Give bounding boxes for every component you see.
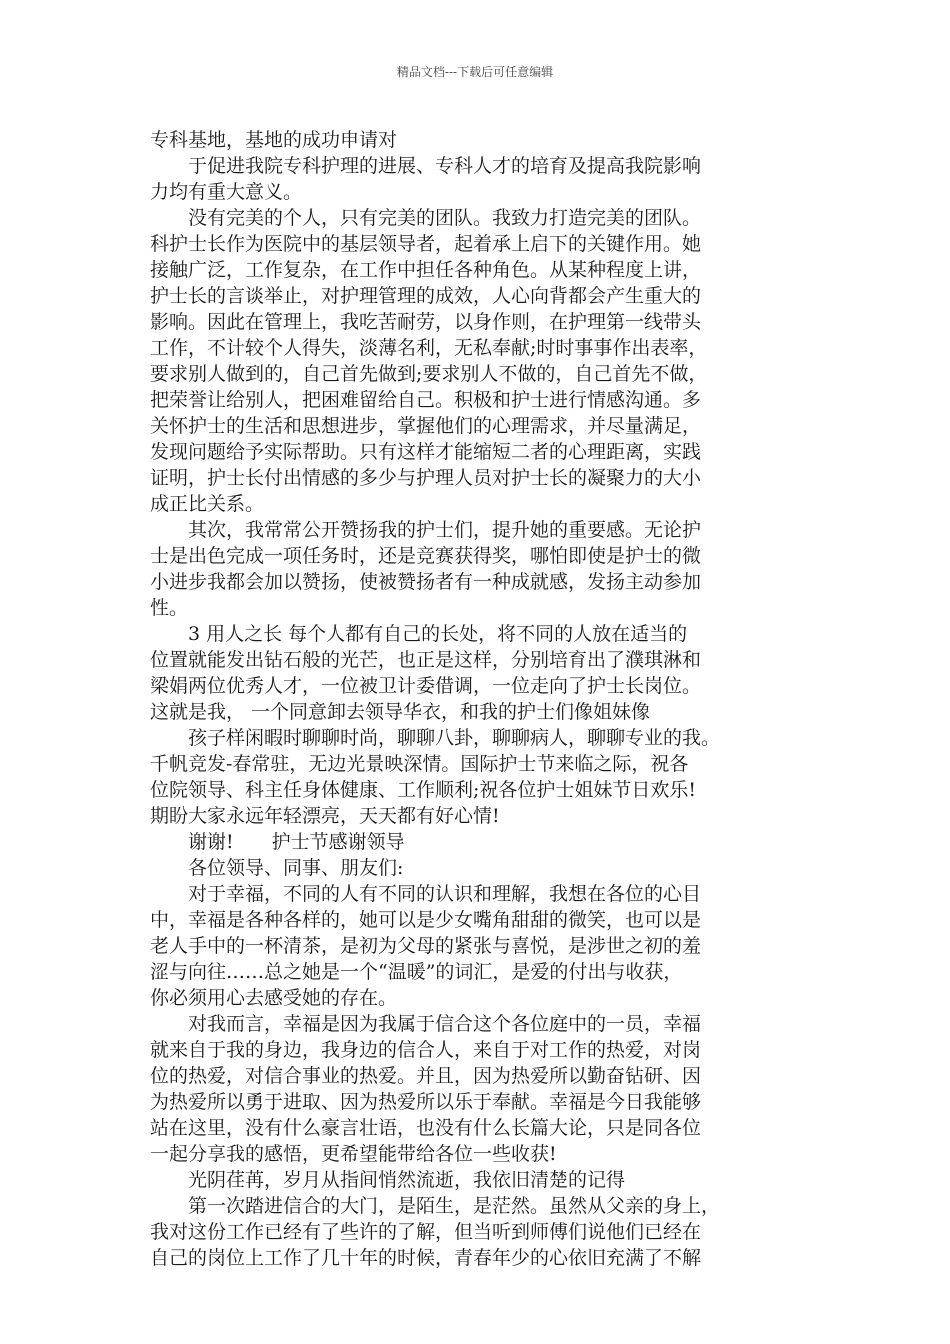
text-line: 影响。因此在管理上，我吃苦耐劳，以身作则，在护理第一线带头 [150, 311, 702, 333]
text-line: 证明，护士长付出情感的多少与护理人员对护士长的凝聚力的大小 [150, 467, 702, 489]
text-line: 小进步我都会加以赞扬，使被赞扬者有一种成就感，发扬主动参加 [150, 571, 702, 593]
text-line: 于促进我院专科护理的进展、专科人才的培育及提高我院影响 [150, 155, 702, 177]
text-line: 性。 [150, 597, 189, 619]
text-line: 孩子样闲暇时聊聊时尚，聊聊八卦，聊聊病人，聊聊专业的我。 [150, 727, 721, 749]
text-line: 其次，我常常公开赞扬我的护士们，提升她的重要感。无论护 [150, 519, 702, 541]
text-line: 科护士长作为医院中的基层领导者，起着承上启下的关键作用。她 [150, 233, 702, 255]
text-line: 工作，不计较个人得失，淡薄名利，无私奉献;时时事事作出表率， [150, 337, 708, 359]
text-line: 位院领导、科主任身体健康、工作顺利;祝各位护士姐妹节日欢乐! [150, 779, 697, 801]
text-line: 谢谢! 护士节感谢领导 [150, 831, 405, 853]
page-header: 精品文档---下载后可任意编辑 [396, 65, 554, 79]
text-line: 对我而言，幸福是因为我属于信合这个各位庭中的一员，幸福 [150, 1013, 702, 1035]
text-line: 关怀护士的生活和思想进步，掌握他们的心理需求，并尽量满足， [150, 415, 702, 437]
text-line: 自己的岗位上工作了几十年的时候，青春年少的心依旧充满了不解 [150, 1247, 702, 1269]
text-line: 位的热爱，对信合事业的热爱。并且，因为热爱所以勤奋钻研、因 [150, 1065, 702, 1087]
text-line: 涩与向往……总之她是一个“温暖”的词汇，是爱的付出与收获， [150, 961, 683, 983]
text-line: 中，幸福是各种各样的，她可以是少女嘴角甜甜的微笑，也可以是 [150, 909, 702, 931]
text-line: 我对这份工作已经有了些许的了解，但当听到师傅们说他们已经在 [150, 1221, 702, 1243]
text-line: 成正比关系。 [150, 493, 265, 515]
text-line: 对于幸福，不同的人有不同的认识和理解，我想在各位的心目 [150, 883, 702, 905]
text-line: 光阴荏苒，岁月从指间悄然流逝，我依旧清楚的记得 [150, 1169, 626, 1191]
text-line: 一起分享我的感悟，更希望能带给各位一些收获! [150, 1143, 557, 1165]
text-line: 各位领导、同事、朋友们: [150, 857, 404, 879]
document-body [150, 127, 830, 1271]
text-line: 期盼大家永远年轻漂亮，天天都有好心情! [150, 805, 500, 827]
text-line: 护士长的言谈举止，对护理管理的成效，人心向背都会产生重大的 [150, 285, 702, 307]
text-line: 梁娟两位优秀人才，一位被卫计委借调，一位走向了护士长岗位。 [150, 675, 702, 697]
text-line: 力均有重大意义。 [150, 181, 303, 203]
text-line: 你必须用心去感受她的存在。 [150, 987, 398, 1009]
text-line: 就来自于我的身边，我身边的信合人，来自于对工作的热爱，对岗 [150, 1039, 702, 1061]
text-line: 发现问题给予实际帮助。只有这样才能缩短二者的心理距离，实践 [150, 441, 702, 463]
text-line: 3 用人之长 每个人都有自己的长处，将不同的人放在适当的 [150, 623, 688, 645]
text-line: 千帆竞发-春常驻，无边光景映深情。国际护士节来临之际，祝各 [150, 753, 689, 775]
text-line: 为热爱所以勇于进取、因为热爱所以乐于奉献。幸福是今日我能够 [150, 1091, 702, 1113]
text-line: 位置就能发出钻石般的光芒，也正是这样，分别培育出了濮琪淋和 [150, 649, 702, 671]
text-line: 这就是我， 一个同意卸去领导华衣，和我的护士们像姐妹像 [150, 701, 651, 723]
text-line: 专科基地，基地的成功申请对 [150, 129, 398, 151]
text-line: 接触广泛，工作复杂，在工作中担任各种角色。从某种程度上讲， [150, 259, 702, 281]
text-line: 把荣誉让给别人，把困难留给自己。积极和护士进行情感沟通。多 [150, 389, 702, 411]
text-line: 站在这里，没有什么豪言壮语，也没有什么长篇大论，只是同各位 [150, 1117, 702, 1139]
text-line: 士是出色完成一项任务时，还是竞赛获得奖，哪怕即使是护士的微 [150, 545, 702, 567]
text-line: 第一次踏进信合的大门，是陌生，是茫然。虽然从父亲的身上， [150, 1195, 721, 1217]
text-line: 老人手中的一杯清茶，是初为父母的紧张与喜悦，是涉世之初的羞 [150, 935, 702, 957]
text-line: 要求别人做到的，自己首先做到;要求别人不做的，自己首先不做， [150, 363, 708, 385]
text-line: 没有完美的个人，只有完美的团队。我致力打造完美的团队。 [150, 207, 702, 229]
